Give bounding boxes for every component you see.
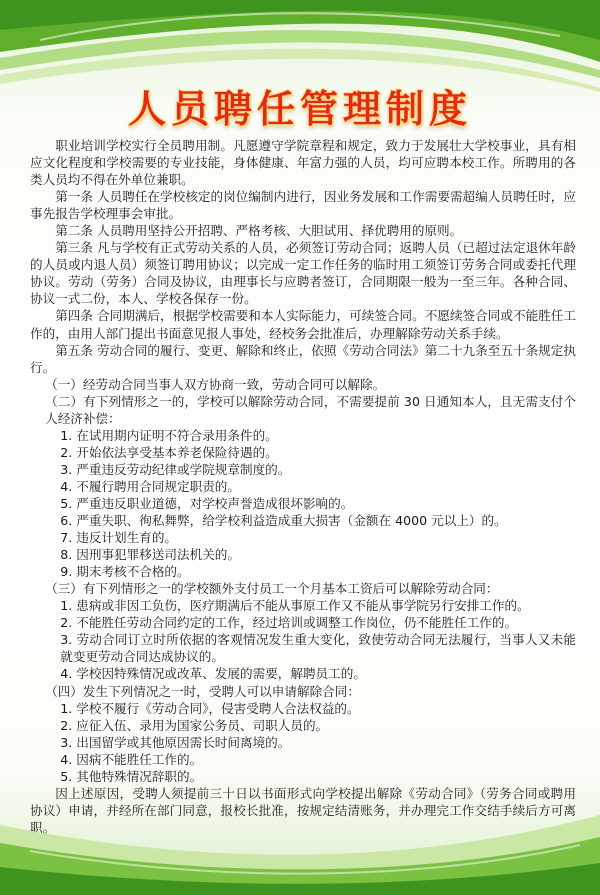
paragraph: 第四条 合同期满后，根据学校需要和本人实际能力，可续签合同。不愿续签合同或不能胜任工作的，由用人部门提出书面意见报人事处，经校务会批准后，办理解除劳动关系手续。 <box>30 308 576 341</box>
list-item: 9. 期末考核不合格的。 <box>60 564 190 580</box>
list-item: 2. 不能胜任劳动合同约定的工作，经过培训或调整工作岗位，仍不能胜任工作的。 <box>60 615 518 631</box>
list-item: 1. 在试用期内证明不符合录用条件的。 <box>60 427 278 443</box>
list-item: 6. 严重失职、徇私舞弊，给学校利益造成重大损害（金额在 4000 元以上）的。 <box>60 513 507 529</box>
list-item: 3. 劳动合同订立时所依据的客观情况发生重大变化，致使劳动合同无法履行，当事人又未能就变更劳动合同达成协议的。 <box>60 632 576 665</box>
list-item: 5. 严重违反职业道德，对学校声誉造成很坏影响的。 <box>60 495 354 511</box>
paragraph: 第五条 劳动合同的履行、变更、解除和终止，依照《劳动合同法》第二十九条至五十条规定执行。 <box>30 342 576 375</box>
sub-clause: （二）有下列情形之一的，学校可以解除劳动合同，不需要提前 30 日通知本人，且无需支付个人经济补偿： <box>45 393 576 426</box>
sub-clause: （四）发生下列情况之一时，受聘人可以申请解除合同： <box>45 683 360 699</box>
document-body <box>30 137 576 836</box>
page-title: 人员聘任管理制度 <box>127 87 472 131</box>
list-item: 3. 出国留学或其他原因需长时间离境的。 <box>60 734 291 750</box>
sub-clause: （三）有下列情形之一的学校额外支付员工一个月基本工资后可以解除劳动合同： <box>45 581 499 597</box>
list-item: 2. 开始依法享受基本养老保险待遇的。 <box>60 444 278 460</box>
paragraph: 职业培训学校实行全员聘用制。凡愿遵守学院章程和规定，致力于发展壮大学校事业，具有相应文化程度和学校需要的专业技能，身体健康、年富力强的人员，均可应聘本校工作。所聘用的各类人员均不得在外单位兼职。 <box>30 138 576 188</box>
list-item: 3. 严重违反劳动纪律或学院规章制度的。 <box>60 461 291 477</box>
bottom-wave-decoration <box>0 785 600 895</box>
paragraph: 第二条 人员聘用坚持公开招聘、严格考核、大胆试用、择优聘用的原则。 <box>55 223 463 239</box>
paragraph: 第三条 凡与学校有正式劳动关系的人员，必须签订劳动合同；返聘人员（已超过法定退休年龄的人员或内退人员）须签订聘用协议；以完成一定工作任务的临时用工须签订劳务合同或委托代理协议。劳动（劳务）合同及协议，由理事长与应聘者签订，合同期限一般为一至三年。各种合同、协议一式二份，本人、学校各保存一份。 <box>30 240 576 307</box>
paragraph: 第一条 人员聘任在学校核定的岗位编制内进行，因业务发展和工作需要需超编人员聘任时，应事先报告学校理事会审批。 <box>30 189 576 222</box>
list-item: 8. 因刑事犯罪移送司法机关的。 <box>60 547 240 563</box>
list-item: 1. 学校不履行《劳动合同》，侵害受聘人合法权益的。 <box>60 700 360 716</box>
list-item: 2. 应征入伍、录用为国家公务员、司职人员的。 <box>60 717 329 733</box>
list-item: 7. 违反计划生育的。 <box>60 530 178 546</box>
list-item: 1. 患病或非因工负伤，医疗期满后不能从事原工作又不能从事学院另行安排工作的。 <box>60 598 530 614</box>
list-item: 4. 不履行聘用合同规定职责的。 <box>60 478 240 494</box>
list-item: 4. 因病不能胜任工作的。 <box>60 751 203 767</box>
list-item: 4. 学校因特殊情况或改革、发展的需要，解聘员工的。 <box>60 666 366 682</box>
paragraph: 因上述原因，受聘人须提前三十日以书面形式向学校提出解除《劳动合同》（劳务合同或聘用协议）申请，并经所在部门同意，报校长批准，按规定结清账务，并办理完工作交结手续后方可离职。 <box>30 785 576 835</box>
sub-clause: （一）经劳动合同当事人双方协商一致，劳动合同可以解除。 <box>45 376 386 392</box>
list-item: 5. 其他特殊情况辞职的。 <box>60 768 203 784</box>
